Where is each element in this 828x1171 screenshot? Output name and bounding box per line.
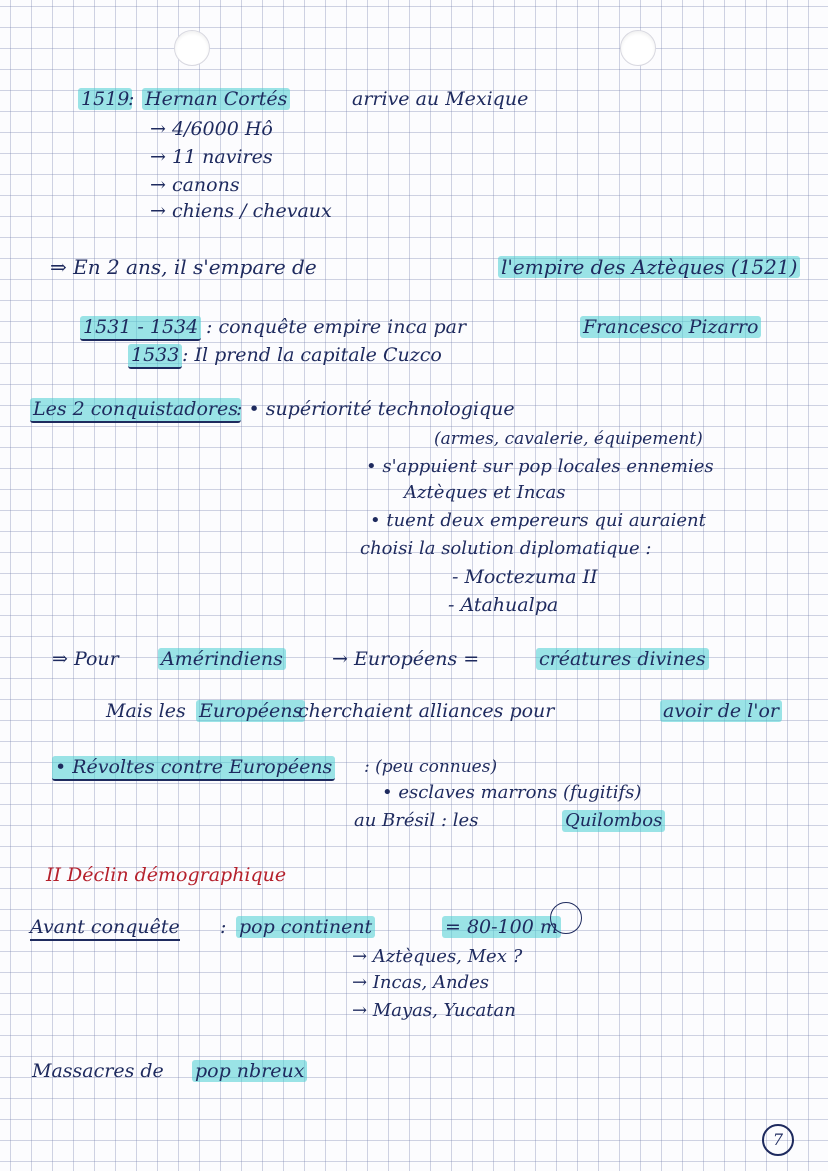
emperor-atahualpa: - Atahualpa — [448, 594, 559, 616]
europeans-equals: → Européens = — [332, 648, 480, 670]
population-figure: = 80-100 m — [442, 916, 561, 938]
inca-conquest-text: : conquête empire inca par — [206, 316, 467, 338]
emperor-moctezuma: - Moctezuma II — [452, 566, 598, 588]
colon: : — [128, 88, 135, 110]
revolts-heading: • Révoltes contre Européens — [52, 756, 335, 781]
local-allies: • s'appuient sur pop locales ennemies — [366, 456, 714, 477]
date-1531-1534: 1531 - 1534 — [80, 316, 201, 341]
pop-highlight: pop nbreux — [192, 1060, 307, 1082]
aztecs-incas: Aztèques et Incas — [404, 482, 566, 503]
conquistadores-heading: Les 2 conquistadores — [30, 398, 241, 423]
circled-m — [550, 902, 582, 934]
name-pizarro: Francesco Pizarro — [580, 316, 761, 338]
name-cortes: Hernan Cortés — [142, 88, 290, 110]
aztec-empire-highlight: l'empire des Aztèques (1521) — [498, 256, 800, 278]
in-brazil: au Brésil : les — [354, 810, 479, 831]
binder-hole-right — [620, 30, 656, 66]
for-label: ⇒ Pour — [52, 648, 119, 670]
quilombos-highlight: Quilombos — [562, 810, 665, 832]
line1-rest: arrive au Mexique — [352, 88, 529, 110]
continent-pop-highlight: pop continent — [236, 916, 375, 938]
mayas-yucatan: → Mayas, Yucatan — [352, 1000, 516, 1021]
aztecs-mexico: → Aztèques, Mex ? — [352, 946, 523, 967]
list-ships: → 11 navires — [150, 146, 273, 168]
amerindians-highlight: Amérindiens — [158, 648, 286, 670]
two-emperors: • tuent deux empereurs qui auraient — [370, 510, 706, 531]
gold-highlight: avoir de l'or — [660, 700, 782, 722]
cuzco-text: : Il prend la capitale Cuzco — [182, 344, 442, 366]
weapons-list: (armes, cavalerie, équipement) — [434, 429, 703, 449]
list-dogs-horses: → chiens / chevaux — [150, 200, 332, 222]
list-cannons: → canons — [150, 174, 240, 196]
date-1533: 1533 — [128, 344, 182, 369]
binder-hole-left — [174, 30, 210, 66]
europeans-highlight: Européens — [196, 700, 305, 722]
seeking-alliances: cherchaient alliances pour — [298, 700, 555, 722]
year-1519: 1519 — [78, 88, 132, 110]
diplomatic-solution: choisi la solution diplomatique : — [360, 538, 652, 559]
before-conquest: Avant conquête — [30, 916, 180, 941]
section-heading-decline: II Déclin démographique — [46, 864, 287, 886]
incas-andes: → Incas, Andes — [352, 972, 490, 993]
colon-2: : — [220, 916, 227, 938]
conclusion-aztec: ⇒ En 2 ans, il s'empare de — [50, 255, 317, 279]
but-the: Mais les — [106, 700, 186, 722]
maroon-slaves: • esclaves marrons (fugitifs) — [382, 782, 642, 803]
page-number: 7 — [762, 1124, 794, 1156]
massacres: Massacres de — [32, 1060, 164, 1082]
divine-creatures-highlight: créatures divines — [536, 648, 709, 670]
little-known: : (peu connues) — [364, 757, 498, 777]
list-men: → 4/6000 Hô — [150, 118, 273, 140]
tech-superiority: : • supériorité technologique — [236, 398, 515, 420]
